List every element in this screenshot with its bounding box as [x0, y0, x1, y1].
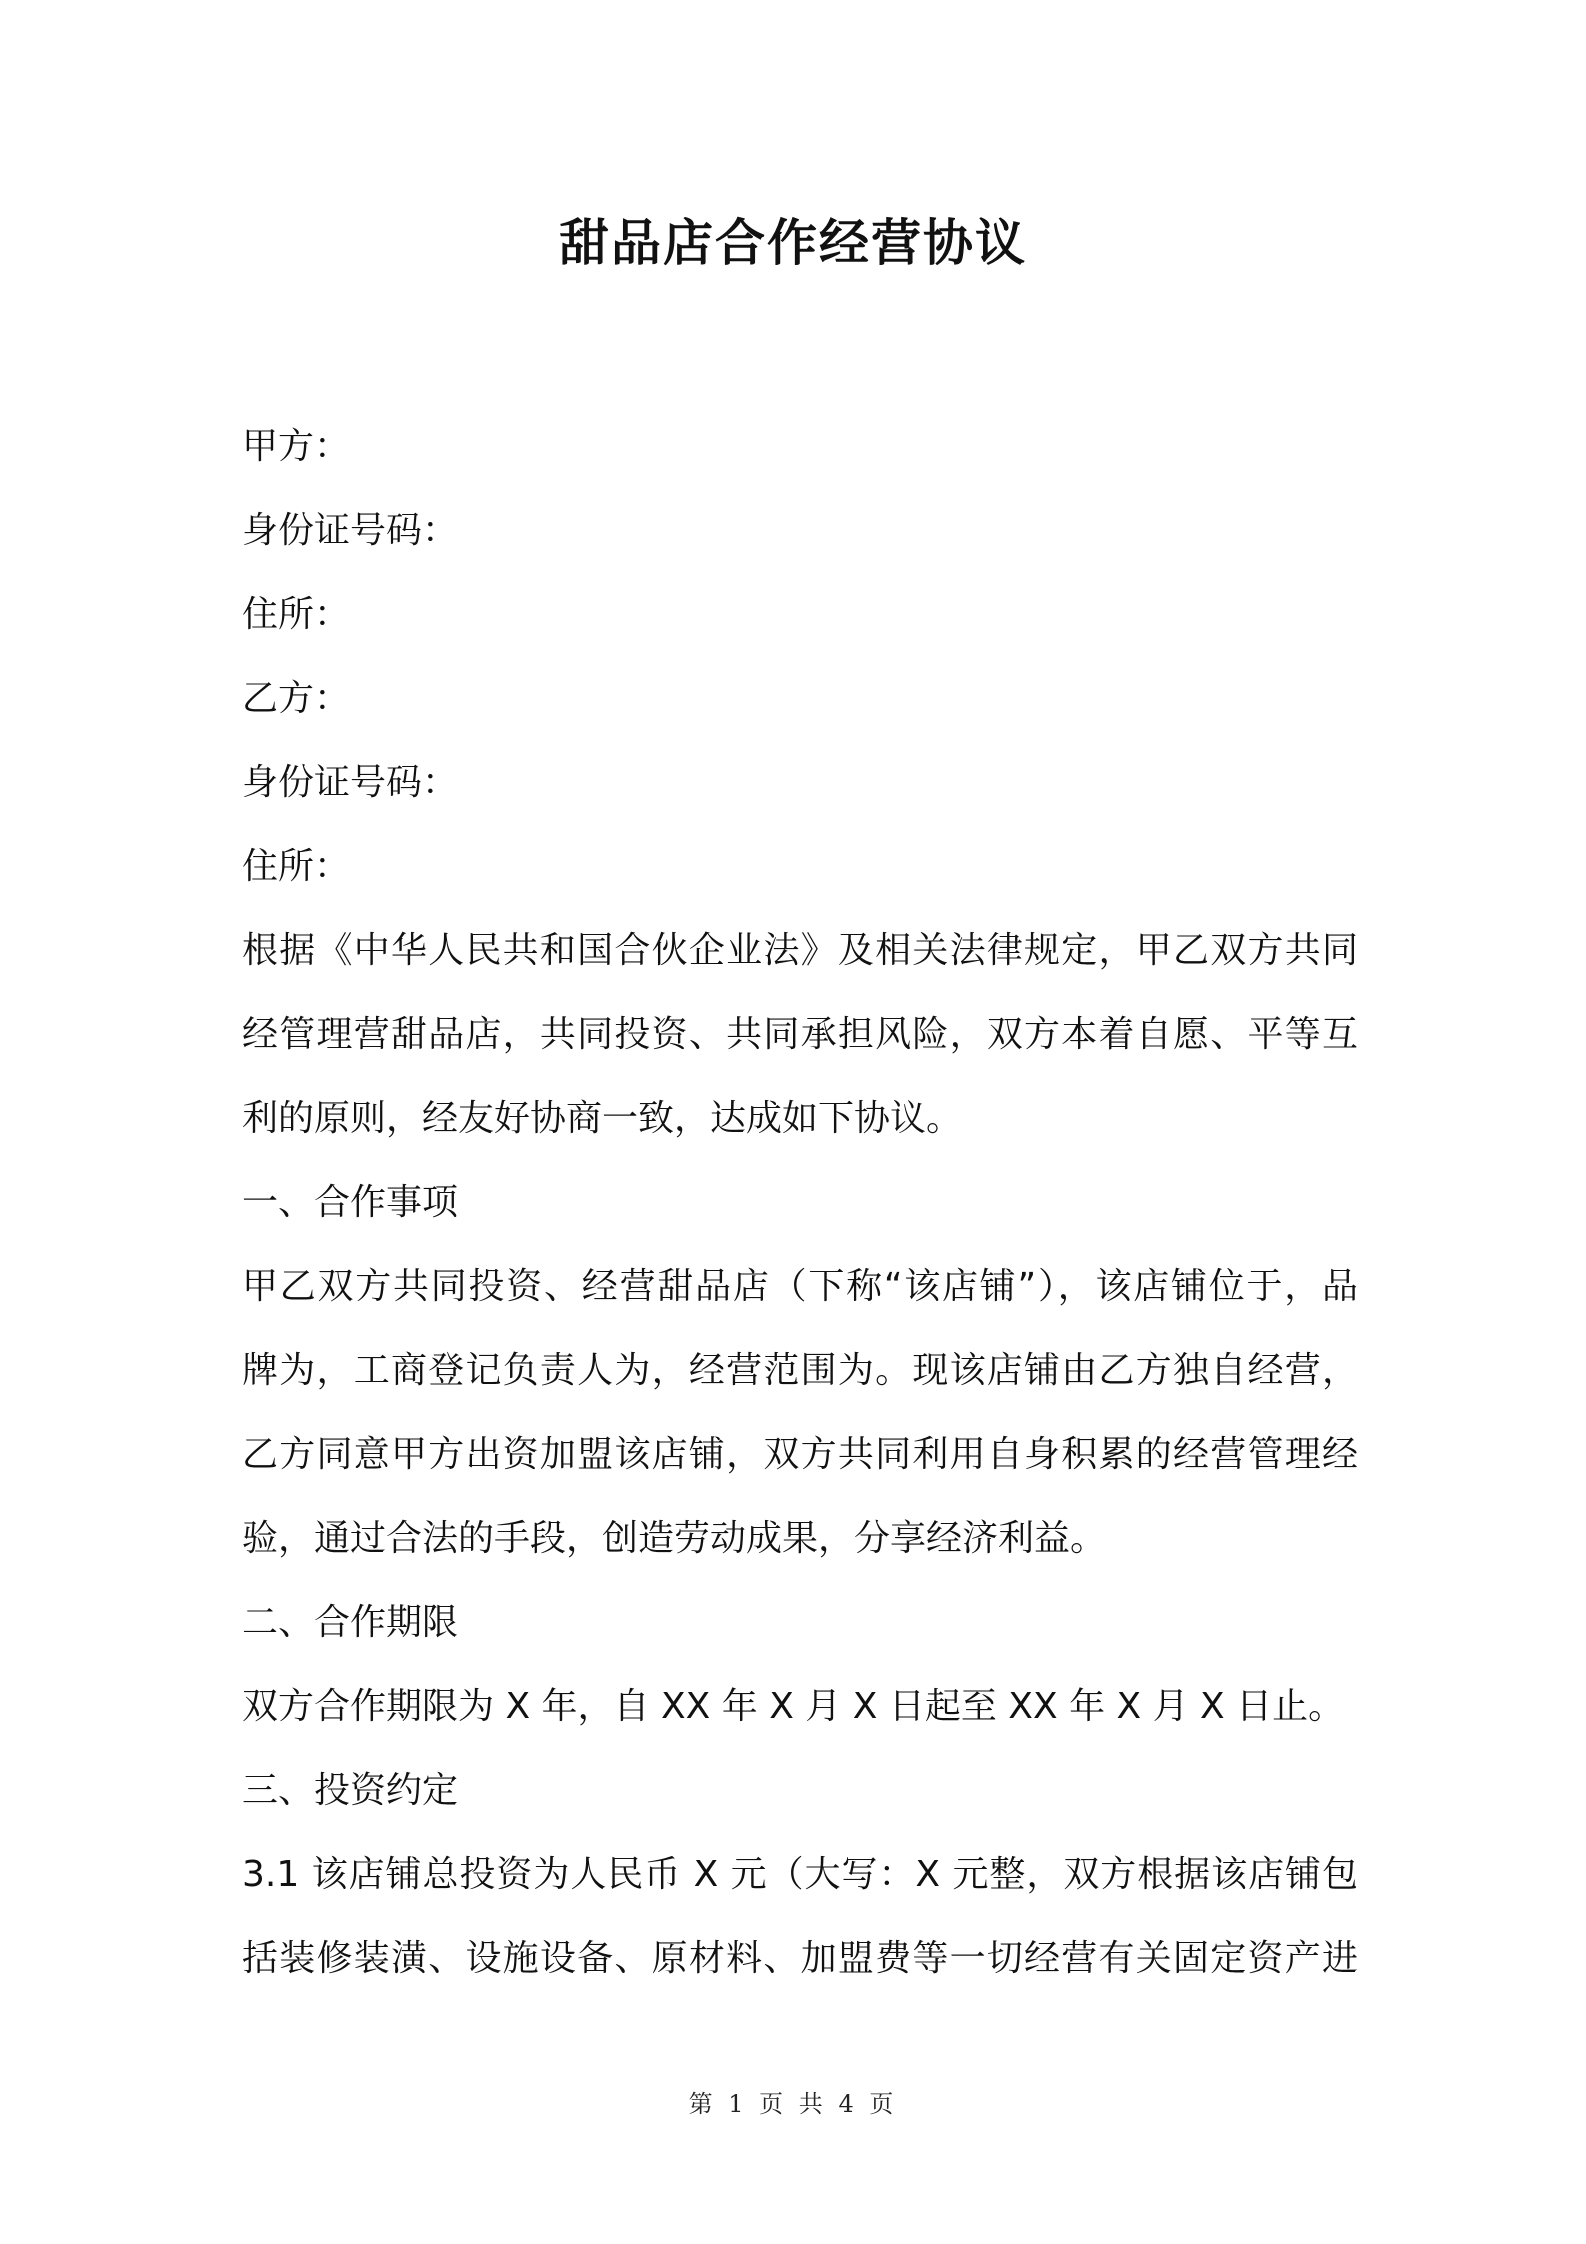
preamble-line-1: 根据《中华人民共和国合伙企业法》及相关法律规定，甲乙双方共同: [242, 930, 1358, 971]
section-1-line-4: 验，通过合法的手段，创造劳动成果，分享经济利益。: [242, 1518, 1107, 1559]
section-3-heading: 三、投资约定: [242, 1770, 459, 1811]
section-1-line-1: 甲乙双方共同投资、经营甜品店（下称“该店铺”），该店铺位于，品: [242, 1266, 1358, 1307]
party-b-address-label: 住所：: [242, 846, 351, 887]
party-b-id-label: 身份证号码：: [242, 762, 459, 803]
section-2-line-1: 双方合作期限为 X 年，自 XX 年 X 月 X 日起至 XX 年 X 月 X 日止。: [242, 1686, 1345, 1727]
page-number-footer: 第 1 页 共 4 页: [688, 2090, 898, 2118]
document-body: [242, 405, 1358, 2001]
section-1-line-2: 牌为，工商登记负责人为，经营范围为。现该店铺由乙方独自经营，: [242, 1350, 1358, 1391]
preamble-line-3: 利的原则，经友好协商一致，达成如下协议。: [242, 1098, 963, 1139]
document-title: 甜品店合作经营协议: [559, 214, 1027, 272]
party-a-address-label: 住所：: [242, 594, 351, 635]
preamble-line-2: 经管理营甜品店，共同投资、共同承担风险，双方本着自愿、平等互: [242, 1014, 1358, 1055]
party-b-label: 乙方：: [242, 678, 351, 719]
party-a-id-label: 身份证号码：: [242, 510, 459, 551]
section-3-line-2: 括装修装潢、设施设备、原材料、加盟费等一切经营有关固定资产进: [242, 1938, 1358, 1979]
section-2-heading: 二、合作期限: [242, 1602, 459, 1643]
section-3-line-1: 3.1 该店铺总投资为人民币 X 元（大写：X 元整，双方根据该店铺包: [242, 1854, 1358, 1895]
section-1-heading: 一、合作事项: [242, 1182, 459, 1223]
party-a-label: 甲方：: [242, 426, 351, 467]
section-1-line-3: 乙方同意甲方出资加盟该店铺，双方共同利用自身积累的经营管理经: [242, 1434, 1358, 1475]
